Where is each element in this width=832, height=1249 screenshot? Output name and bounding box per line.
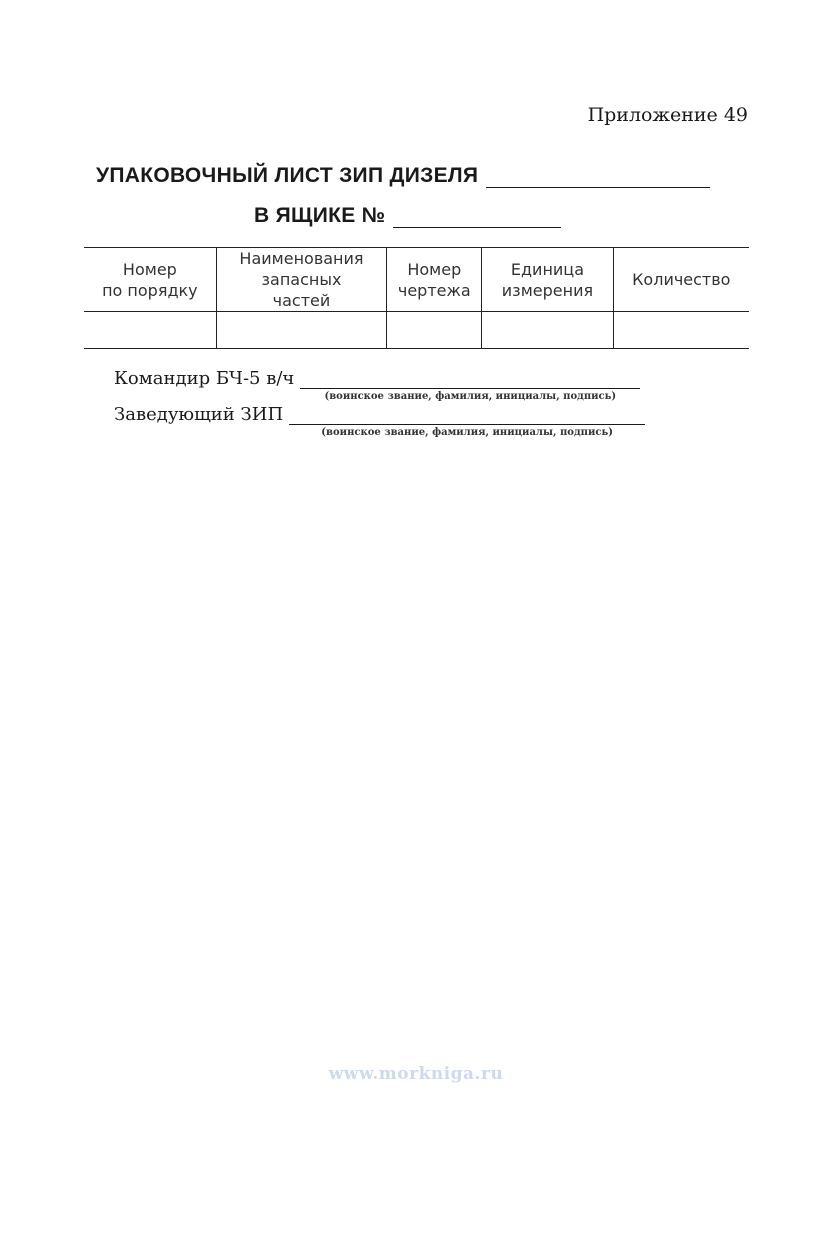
signature-line[interactable] — [289, 406, 645, 438]
document-title — [96, 158, 756, 228]
spare-parts-table — [84, 247, 749, 349]
header-drawing-number — [387, 248, 482, 312]
header-label: Единица измерения — [501, 259, 594, 300]
table-cell[interactable] — [84, 312, 216, 349]
header-quantity — [613, 248, 749, 312]
table-cell[interactable] — [482, 312, 613, 349]
header-label: Количество — [632, 270, 731, 289]
table-cell[interactable] — [216, 312, 387, 349]
signature-zip-manager — [114, 404, 645, 438]
header-unit — [482, 248, 613, 312]
title-line-2 — [96, 196, 756, 228]
signature-label: Заведующий ЗИП — [114, 404, 284, 425]
signature-line[interactable] — [300, 370, 640, 402]
header-label: Наименования запасных частей — [239, 249, 364, 310]
title-line-1 — [96, 158, 756, 188]
table-header-row — [84, 248, 749, 312]
title-text-1: УПАКОВОЧНЫЙ ЛИСТ ЗИП ДИЗЕЛЯ — [96, 164, 479, 187]
table-row — [84, 312, 749, 349]
appendix-label: Приложение 49 — [587, 104, 748, 126]
header-label: Номер по порядку — [102, 259, 198, 300]
signature-commander — [114, 368, 640, 402]
signature-hint: (воинское звание, фамилия, инициалы, подпись) — [324, 391, 617, 402]
box-number-blank[interactable] — [393, 205, 561, 228]
table-cell[interactable] — [387, 312, 482, 349]
signature-label: Командир БЧ-5 в/ч — [114, 368, 295, 389]
watermark: www.morkniga.ru — [328, 1064, 504, 1084]
header-label: Номер чертежа — [397, 259, 471, 300]
title-text-2: В ЯЩИКЕ № — [254, 204, 386, 227]
signature-hint: (воинское звание, фамилия, инициалы, подпись) — [321, 427, 613, 438]
header-row-number — [84, 248, 216, 312]
table-cell[interactable] — [613, 312, 749, 349]
header-part-name — [216, 248, 387, 312]
diesel-name-blank[interactable] — [486, 165, 710, 188]
